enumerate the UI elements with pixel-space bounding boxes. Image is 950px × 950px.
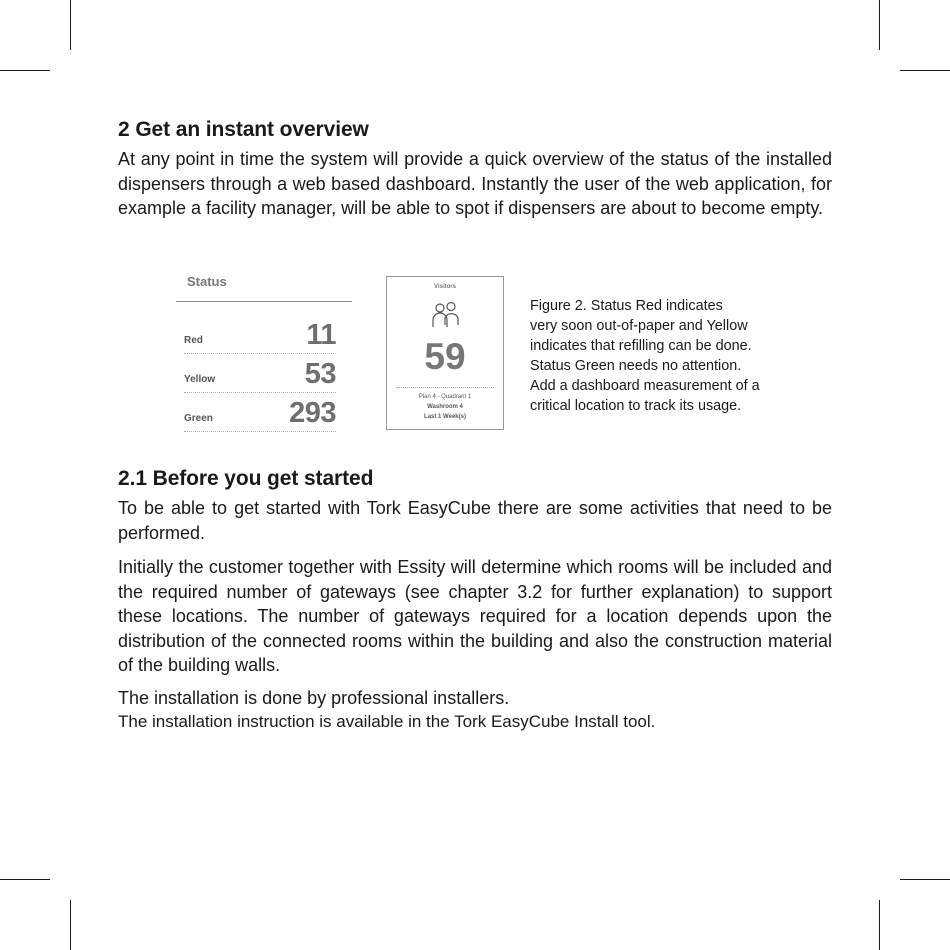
caption-line: critical location to track its usage. [530, 398, 742, 414]
status-row-value: 11 [306, 319, 336, 351]
visitors-card [386, 276, 504, 430]
dotted-divider [184, 353, 336, 354]
status-row-red [184, 320, 336, 354]
dotted-divider [184, 431, 336, 432]
section-2-1-heading: 2.1 Before you get started [118, 467, 374, 490]
crop-mark-top-right-horizontal [900, 70, 950, 71]
caption-line: very soon out-of-paper and Yellow [530, 318, 748, 334]
status-row-yellow [184, 359, 336, 393]
caption-line: Status Green needs no attention. [530, 358, 742, 374]
status-row-label: Yellow [184, 374, 216, 385]
status-row-value: 53 [304, 358, 336, 390]
section-2-1-paragraph-3-line-2: The installation instruction is available in the Tork EasyCube Install tool. [118, 712, 656, 731]
crop-mark-top-right-vertical [879, 0, 880, 50]
caption-line: indicates that refilling can be done. [530, 338, 752, 354]
status-row-value: 293 [289, 397, 336, 429]
section-2-heading: 2 Get an instant overview [118, 118, 369, 141]
status-row-green [184, 398, 336, 432]
status-panel-divider [176, 301, 352, 302]
crop-mark-top-left-vertical [70, 0, 71, 50]
crop-mark-bottom-left-vertical [70, 900, 71, 950]
visitors-count: 59 [424, 336, 466, 377]
visitors-room: Washroom 4 [427, 404, 463, 410]
section-2-1-paragraph-3-line-1: The installation is done by professional installers. [118, 688, 510, 708]
dotted-divider [184, 392, 336, 393]
dotted-divider [396, 387, 494, 388]
status-panel-title: Status [187, 274, 227, 289]
status-row-label: Green [184, 413, 213, 424]
visitors-location: Plan 4 - Quadrant 1 [418, 394, 472, 400]
crop-mark-bottom-right-horizontal [900, 879, 950, 880]
section-2-1-paragraph-1: To be able to get started with Tork EasyCube there are some activities that need to be performed. [118, 498, 832, 543]
visitors-period: Last 1 Week(s) [424, 414, 466, 420]
status-row-label: Red [184, 335, 203, 346]
section-2-paragraph: At any point in time the system will provide a quick overview of the status of the installed dispensers through a web based dashboard. Instantly the user of the web application, for example a facility manager, will be able to spot if dispensers are about to become empty. [118, 149, 832, 218]
visitors-label: Visitors [434, 284, 456, 290]
figure-caption [530, 296, 760, 416]
people-icon [431, 301, 461, 329]
caption-line: Add a dashboard measurement of a [530, 378, 760, 394]
crop-mark-bottom-left-horizontal [0, 879, 50, 880]
crop-mark-bottom-right-vertical [879, 900, 880, 950]
crop-mark-top-left-horizontal [0, 70, 50, 71]
section-2-1-paragraph-2: Initially the customer together with Essity will determine which rooms will be included and the required number of gateways (see chapter 3.2 for further explanation) to support these locations. The number of gateways required for a location depends upon the distribution of the connected rooms within the building and also the construction material of the building walls. [118, 557, 832, 675]
status-panel [176, 270, 356, 435]
caption-line: Figure 2. Status Red indicates [530, 298, 723, 314]
